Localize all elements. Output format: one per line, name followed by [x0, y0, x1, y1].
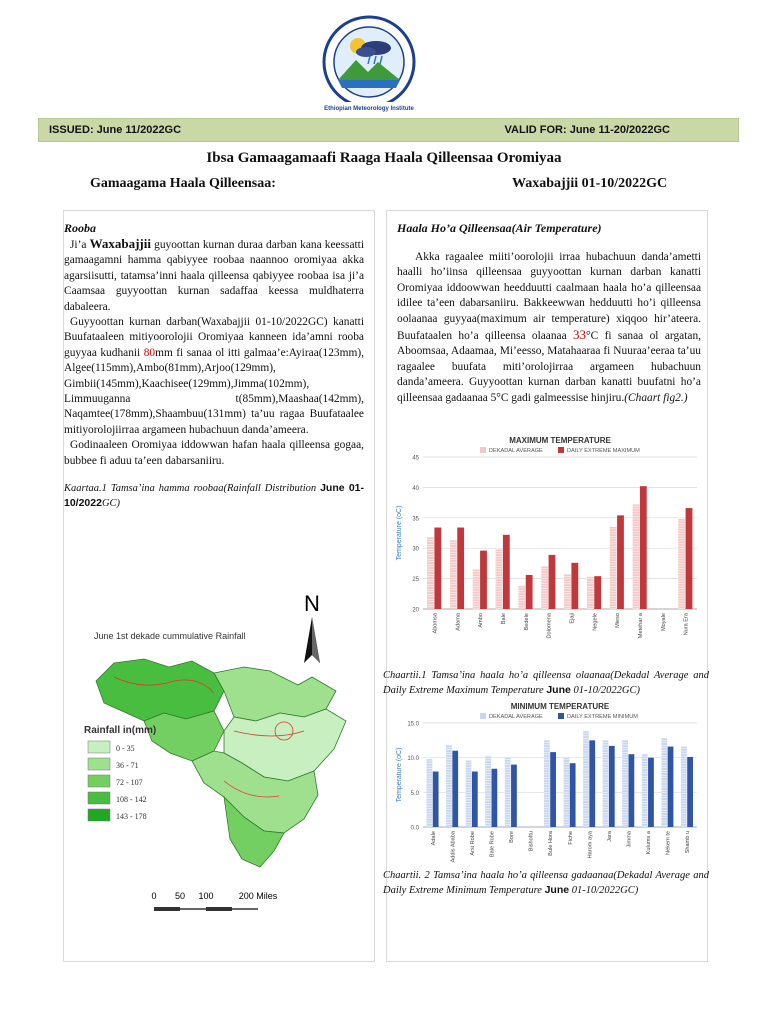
bar-dekadal-average	[466, 760, 472, 827]
bar-dekadal-average	[603, 740, 609, 827]
map-region-west	[96, 659, 224, 721]
legend-label: 0 - 35	[116, 744, 135, 753]
valid-date: VALID FOR: June 11-20/2022GC	[504, 124, 670, 136]
bar-dekadal-average	[622, 740, 628, 827]
subtitle-right: Waxabajjii 01-10/2022GC	[512, 176, 668, 191]
bar-daily-extreme	[511, 765, 517, 827]
p1-text-a: Ji’a	[70, 239, 90, 251]
y-tick-label: 35	[412, 516, 419, 523]
scale-label-200: 200 Miles	[238, 891, 278, 901]
bar-daily-extreme	[640, 486, 647, 609]
y-axis-label: Temperature (oC)	[396, 505, 403, 561]
north-label: N	[304, 591, 320, 616]
bar-daily-extreme	[629, 754, 635, 827]
p1-bold: Waxabajjii	[89, 236, 151, 251]
bar-daily-extreme	[480, 551, 487, 609]
scale-label-50: 50	[174, 891, 186, 901]
temp-text-a: Akka ragaalee miiti’oorolojii irraa hubachuun danda’ametti haalli ho’iinsa qilleensaa guyyoottan kurnan darban kanatti Oromiyaa iddoowwan heedduutti caalmaan haala ho’a qilleensaa idilee ta’een dabarsaniiru. Bakkeewwan hedduutti ho’i qilleensa oolaanaa guyyaa(maximum air temperature) xiqqoo hir’ateera. Buufataalen ho’a qilleensa olaanaa	[397, 251, 701, 343]
temp-text-b: °C fi sanaa ol argatan, Aboomsaa, Adaamaa, Mi’eesso, Matahaaraa fi Nuuraa’eeraa ta’uu ragaalee buufata miti’orolojirraa argameen hubachuun danda’ameera. Guyyoottan kurnan darban kanatti buufatni ho’a qilleensaa gadaanaa 5°C gadi galmeessise hinjiru.	[397, 330, 701, 404]
p2-red-value: 80	[143, 346, 156, 359]
bar-daily-extreme	[492, 769, 498, 827]
chart-title: MINIMUM TEMPERATURE	[510, 702, 610, 711]
bar-daily-extreme	[686, 508, 693, 609]
legend-label: DAILY EXTREME MINIMUM	[567, 714, 638, 720]
x-tick-label: Bale	[500, 613, 507, 625]
bar-daily-extreme	[648, 758, 654, 827]
x-tick-label: Mieso	[615, 613, 622, 628]
legend-swatch	[88, 792, 110, 804]
y-tick-label: 20	[412, 607, 419, 614]
legend-swatch	[480, 713, 486, 719]
x-tick-label: Adama	[455, 613, 462, 631]
x-tick-label: Metehar a	[637, 613, 644, 639]
y-axis-label: Temperature (oC)	[396, 747, 403, 803]
min-temp-chart	[387, 699, 707, 870]
rainfall-map	[74, 581, 369, 921]
rooba-paragraph-2	[64, 315, 364, 438]
bar-dekadal-average	[541, 566, 548, 609]
bar-dekadal-average	[678, 519, 685, 609]
x-tick-label: Adale	[430, 831, 437, 846]
issue-banner	[38, 118, 739, 142]
logo-text: Ethiopian Meteorology Institute	[324, 106, 414, 112]
bar-daily-extreme	[503, 535, 510, 609]
bar-daily-extreme	[549, 555, 556, 609]
map-title: June 1st dekade cummulative Rainfall	[94, 631, 246, 641]
bar-daily-extreme	[526, 575, 533, 609]
legend-label: 108 - 142	[116, 795, 147, 804]
bar-dekadal-average	[633, 504, 640, 609]
bar-dekadal-average	[427, 537, 434, 609]
min-temp-caption	[383, 869, 709, 898]
institute-logo	[298, 14, 440, 116]
caption1-a: Chaartii.1 Tamsa’ina haala ho’a qilleensa olaanaa(Dekadal Average and Daily Extreme Maximum Temperature	[383, 670, 709, 696]
scale-label-0: 0	[151, 891, 157, 901]
x-tick-label: Bore	[509, 831, 516, 843]
x-tick-label: Fiche	[567, 831, 574, 845]
temp-chart-ref: (Chaart fig2.)	[624, 391, 688, 404]
y-tick-label: 40	[412, 485, 419, 492]
legend-title: Rainfall in(mm)	[84, 725, 157, 736]
rooba-heading: Rooba	[64, 221, 97, 235]
max-temp-chart	[387, 433, 707, 678]
x-tick-label: Shamb u	[685, 831, 692, 854]
x-tick-label: Bale Robe	[489, 831, 496, 858]
bar-daily-extreme	[457, 528, 464, 609]
y-tick-label: 0.0	[410, 825, 419, 832]
x-tick-label: Jara	[606, 831, 613, 842]
legend-swatch	[480, 447, 486, 453]
bar-daily-extreme	[617, 515, 624, 609]
y-tick-label: 10.0	[407, 756, 419, 763]
x-tick-label: Harom aya	[587, 831, 594, 859]
bar-daily-extreme	[594, 576, 601, 609]
bar-daily-extreme	[668, 747, 674, 827]
p2-text-b: mm fi sanaa ol itti galmaa’e:Ayiraa(123mm), Algee(115mm),Ambo(81mm),Arjoo(129mm), Gimbii(145mm),Kaachisee(129mm),Jimma(102mm), Limmuuganna t(85mm),Maashaa(142mm), Naqamtee(178mm),Shaambuu(131mm) ta’uu ragaa Buufataalee mitiyorolojiirraa argameen hubachuun danda’ameera.	[64, 346, 364, 436]
bar-daily-extreme	[452, 751, 458, 827]
caption-date: 01-10/2022	[64, 482, 365, 510]
subtitle-left: Gamaagama Haala Qilleensaa:	[90, 176, 276, 191]
x-tick-label: Bishoftu	[528, 831, 535, 852]
legend-swatch	[558, 447, 564, 453]
legend-swatch	[88, 758, 110, 770]
scale-label-100: 100	[198, 891, 214, 901]
x-tick-label: Bule Hora	[548, 831, 555, 856]
rainfall-panel	[63, 210, 375, 962]
map-legend	[88, 741, 147, 821]
caption1-c: 01-10/2022GC)	[570, 685, 640, 696]
x-tick-label: Arsi Robe	[469, 831, 476, 856]
x-tick-label: Negele	[592, 613, 599, 631]
bar-daily-extreme	[570, 763, 576, 827]
caption2-c: 01-10/2022GC)	[569, 885, 639, 896]
rooba-paragraph-3: Godinaaleen Oromiyaa iddowwan hafan haala qilleensa gogaa, bubbee fi aduu ta’een dabarsaniiru.	[64, 439, 364, 467]
x-tick-label: Ambo	[478, 613, 485, 628]
bar-daily-extreme	[589, 740, 595, 827]
y-tick-label: 30	[412, 546, 419, 553]
x-tick-label: Nura Era	[683, 613, 690, 636]
x-tick-label: Dolomena	[546, 613, 553, 639]
bar-dekadal-average	[485, 756, 491, 827]
x-tick-label: Kulums a	[646, 831, 653, 855]
bar-dekadal-average	[587, 577, 594, 609]
legend-label: DAILY EXTREME MAXIMUM	[567, 448, 640, 454]
legend-label: DEKADAL AVERAGE	[489, 714, 543, 720]
x-tick-label: Moyale	[660, 613, 667, 632]
p2-text-a: Guyyoottan kurnan darban(Waxabajjii 01-10/2022GC) kanatti Buufataaleen mitiyoorolojii Oromiyaa kanneen ida’amni rooba guyyaa kudhanii	[64, 316, 364, 359]
y-tick-label: 25	[412, 577, 419, 584]
temp-paragraph	[397, 250, 701, 406]
bar-daily-extreme	[434, 528, 441, 609]
page-title: Ibsa Gamaagamaafi Raaga Haala Qilleensaa Oromiyaa	[206, 150, 562, 166]
temp-heading: Haala Ho’a Qilleensaa(Air Temperature)	[397, 221, 602, 235]
caption-text-d: GC)	[101, 498, 121, 510]
legend-swatch	[88, 775, 110, 787]
temperature-panel	[383, 210, 709, 962]
y-tick-label: 45	[412, 455, 419, 462]
caption2-a: Chaartii. 2 Tamsa’ina haala ho’a qilleensa gadaanaa(Dekadal Average and Daily Extreme Minimum Temperature	[383, 870, 709, 896]
legend-label: DEKADAL AVERAGE	[489, 448, 543, 454]
temp-red-value: 33	[573, 327, 587, 343]
bar-daily-extreme	[472, 772, 478, 827]
y-tick-label: 5.0	[410, 790, 419, 797]
bar-daily-extreme	[550, 752, 556, 827]
bar-daily-extreme	[687, 757, 693, 827]
legend-swatch	[558, 713, 564, 719]
bar-dekadal-average	[610, 527, 617, 609]
legend-swatch	[88, 809, 110, 821]
caption2-month: June	[544, 884, 570, 896]
chart-title: MAXIMUM TEMPERATURE	[509, 436, 611, 445]
legend-label: 72 - 107	[116, 778, 143, 787]
bar-dekadal-average	[473, 569, 480, 609]
x-tick-label: Addis Ababa	[450, 831, 457, 863]
legend-label: 143 - 178	[116, 812, 147, 821]
bar-daily-extreme	[571, 563, 578, 609]
caption-text-a: Kaartaa.1 Tamsa’ina hamma roobaa(Rainfall Distribution	[64, 483, 321, 495]
max-temp-caption	[383, 669, 709, 698]
x-tick-label: Bedele	[523, 613, 530, 631]
rooba-paragraph-1	[64, 236, 364, 315]
x-tick-label: Abomsa	[432, 613, 439, 634]
bar-daily-extreme	[433, 772, 439, 827]
bar-dekadal-average	[496, 549, 503, 609]
x-tick-label: Nekem te	[665, 831, 672, 855]
issued-date: ISSUED: June 11/2022GC	[49, 124, 182, 136]
bar-dekadal-average	[544, 740, 550, 827]
bar-daily-extreme	[609, 746, 615, 827]
x-tick-label: Ejaji	[569, 613, 576, 624]
map-caption	[64, 481, 364, 511]
x-tick-label: Jimma	[626, 831, 633, 848]
legend-swatch	[88, 741, 110, 753]
caption1-month: June	[546, 684, 571, 696]
legend-label: 36 - 71	[116, 761, 139, 770]
bar-dekadal-average	[427, 759, 433, 827]
p1-text-b: guyoottan kurnan duraa darban kana keessatti gamaagamni hamma qabiyyee roobaa naannoo oromiyaa akka agarsiisutti, tatamsa’inni haala qilleensa qabiyyee roobaa isa ji’a Caamsaa guyyoottan kurnan sadaffaa keessa muldhaterra dabaleera.	[64, 239, 364, 313]
y-tick-label: 15.0	[407, 721, 419, 728]
caption-month: June	[320, 482, 345, 495]
